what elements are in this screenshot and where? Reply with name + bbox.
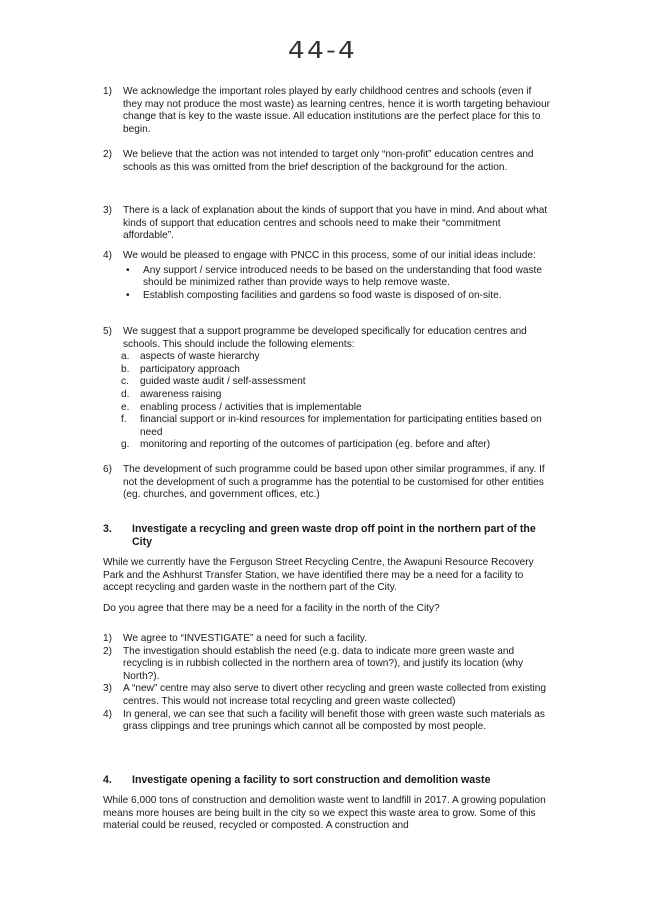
alpha-letter: e. <box>121 401 130 413</box>
item-number: 3) <box>103 205 112 216</box>
list-item <box>103 250 551 302</box>
bullet-text: Any support / service introduced needs to be based on the understanding that food waste should be minimized rather than provide ways to help remove waste. <box>143 264 542 289</box>
section-question: Do you agree that there may be a need for a facility in the north of the City? <box>103 603 440 614</box>
item-text: In general, we can see that such a facility will benefit those with green waste such materials as grass clippings and tree prunings which cannot all be composted by most people. <box>123 708 545 733</box>
alpha-letter: d. <box>121 388 130 400</box>
item-number: 2) <box>103 149 112 160</box>
alpha-letter: a. <box>121 351 130 363</box>
list-item <box>103 86 551 136</box>
section-heading <box>103 523 551 548</box>
item-number: 1) <box>103 86 112 97</box>
alpha-item <box>103 439 551 452</box>
list-item <box>103 633 551 646</box>
item-text: We would be pleased to engage with PNCC in this process, some of our initial ideas include: <box>123 250 536 261</box>
list-item <box>103 646 551 684</box>
item-number: 4) <box>103 250 112 261</box>
section-intro: While we currently have the Ferguson Street Recycling Centre, the Awapuni Resource Recovery Park and the Ashhurst Transfer Station, we have identified there may be a need for a facility to accept recycling and garden waste in the northern part of the City. <box>103 557 534 594</box>
list-item <box>103 683 551 708</box>
section-title: Investigate opening a facility to sort construction and demolition waste <box>132 774 491 786</box>
alpha-item <box>103 414 551 439</box>
alpha-item <box>103 402 551 415</box>
alpha-letter: c. <box>121 376 129 388</box>
alpha-text: enabling process / activities that is implementable <box>140 401 362 413</box>
item-text: A “new” centre may also serve to divert other recycling and green waste collected from existing centres. This would not increase total recycling and green waste collected) <box>123 683 547 707</box>
item-text: We believe that the action was not intended to target only “non-profit” education centres and schools as this was omitted from the brief description of the background for the action. <box>123 149 534 173</box>
bullet-text: Establish composting facilities and gardens so food waste is disposed of on-site. <box>143 289 502 301</box>
alpha-item <box>103 389 551 402</box>
item-text: There is a lack of explanation about the kinds of support that you have in mind. And about what kinds of support that education centres and schools need to make their “commitment affordable”. <box>123 205 548 242</box>
page-number: 44-4 <box>287 38 358 64</box>
item-text: The development of such programme could be based upon other similar programmes, if any. If not the development of such a programme has the potential to be customised for other entities (eg. churches, and government offices, etc.) <box>123 464 545 501</box>
list-item <box>103 149 551 174</box>
bullet-item <box>123 290 551 303</box>
alpha-item <box>103 364 551 377</box>
section-intro: While 6,000 tons of construction and demolition waste went to landfill in 2017. A growing population means more houses are being built in the city so we expect this waste area to grow. Some of this material could be reused, recycled or composted. A construction and <box>103 795 546 832</box>
section-number: 3. <box>103 523 112 535</box>
alpha-text: financial support or in-kind resources for implementation for participating entities based on need <box>140 414 542 438</box>
alpha-letter: f. <box>121 414 127 426</box>
item-number: 5) <box>103 326 112 337</box>
bullet-icon: • <box>126 264 130 276</box>
section-heading <box>103 774 551 787</box>
alpha-text: guided waste audit / self-assessment <box>140 376 306 388</box>
alpha-letter: b. <box>121 363 130 375</box>
alpha-text: monitoring and reporting of the outcomes of participation (eg. before and after) <box>140 439 491 451</box>
item-number: 4) <box>103 708 112 720</box>
item-text: We acknowledge the important roles played by early childhood centres and schools (even if they may not produce the most waste) as learning centres, hence it is worth targeting behaviour change that is key to the waste issue. All education institutions are the perfect place for this to begin. <box>123 86 550 135</box>
list-item <box>103 464 551 502</box>
item-text: The investigation should establish the need (e.g. data to indicate more green waste and recycling is in rubbish collected in the northern area of town?), and justify its location (why North?). <box>123 645 524 682</box>
item-number: 2) <box>103 645 112 657</box>
alpha-letter: g. <box>121 439 130 451</box>
item-text: We agree to “INVESTIGATE” a need for such a facility. <box>123 633 368 644</box>
item-text: We suggest that a support programme be developed specifically for education centres and schools. This should include the following elements: <box>123 326 527 350</box>
alpha-text: aspects of waste hierarchy <box>140 351 260 363</box>
alpha-item <box>103 376 551 389</box>
alpha-item <box>103 351 551 364</box>
list-item <box>103 326 551 452</box>
item-number: 3) <box>103 683 112 695</box>
alpha-text: awareness raising <box>140 388 222 400</box>
bullet-icon: • <box>126 289 130 301</box>
list-item <box>103 205 551 243</box>
alpha-text: participatory approach <box>140 363 240 375</box>
bullet-item <box>123 265 551 290</box>
item-number: 6) <box>103 464 112 475</box>
section-title: Investigate a recycling and green waste drop off point in the northern part of the City <box>132 523 536 548</box>
answer-list <box>103 633 551 734</box>
item-number: 1) <box>103 633 112 644</box>
section-number: 4. <box>103 774 112 786</box>
list-item <box>103 709 551 734</box>
